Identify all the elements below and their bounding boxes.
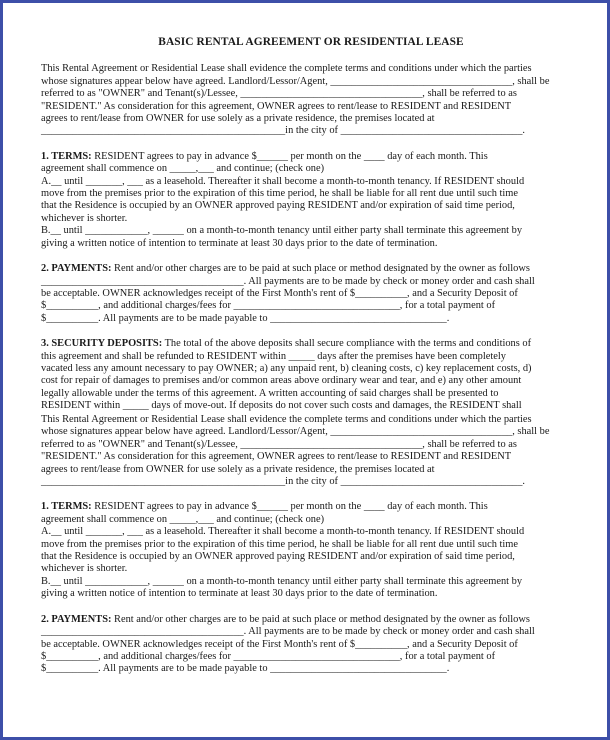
terms-line: agreement shall commence on _____,___ and continue; (check one) — [41, 513, 325, 525]
intro-line: _______________________________________________in the city of ___________________________________. — [41, 125, 526, 137]
security-line: legally allowable under the terms of this agreement. A written accounting of said charges shall be presented to — [41, 387, 499, 399]
payments-heading: 2. PAYMENTS: — [41, 613, 112, 625]
payments-heading: 2. PAYMENTS: — [41, 263, 112, 275]
terms-heading: 1. TERMS: — [41, 150, 92, 162]
terms-line: that the Residence is occupied by an OWNER approved paying RESIDENT and/or expiration of said time period, — [41, 200, 515, 212]
payments-line: _______________________________________. All payments are to be made by check or money order and cash shall — [41, 275, 535, 287]
document-page — [41, 36, 581, 426]
payments-line — [41, 614, 581, 626]
payments-line: $__________. All payments are to be made payable to __________________________________. — [41, 663, 450, 675]
payments-line — [41, 263, 581, 275]
intro-line: whose signatures appear below have agreed. Landlord/Lessor/Agent, ___________________________________, shall be — [41, 426, 550, 438]
terms-line: whichever is shorter. — [41, 563, 128, 575]
payments-line: be acceptable. OWNER acknowledges receipt of the First Month's rent of $__________, and a Security Deposit of — [41, 638, 518, 650]
terms-line: A.__ until _______, ___ as a leasehold. Thereafter it shall become a month-to-month tenancy. If RESIDENT should — [41, 526, 525, 538]
intro-paragraph — [41, 63, 581, 137]
payments-line: $__________, and additional charges/fees for ________________________________, for a total payment of — [41, 300, 496, 312]
security-line: vacated less any amount necessary to pay OWNER; a) any unpaid rent, b) cleaning costs, c) key replacement costs, d) — [41, 362, 532, 374]
terms-text: RESIDENT agrees to pay in advance $______ per month on the ____ day of each month. This — [91, 501, 488, 513]
document-title: BASIC RENTAL AGREEMENT OR RESIDENTIAL LEASE — [158, 36, 464, 48]
intro-line: _______________________________________________in the city of ___________________________________. — [41, 476, 526, 488]
terms-line: that the Residence is occupied by an OWNER approved paying RESIDENT and/or expiration of said time period, — [41, 551, 515, 563]
payments-line: $__________. All payments are to be made payable to __________________________________. — [41, 312, 450, 324]
terms-line — [41, 501, 581, 513]
payments-line: be acceptable. OWNER acknowledges receipt of the First Month's rent of $__________, and a Security Deposit of — [41, 287, 518, 299]
security-heading: 3. SECURITY DEPOSITS: — [41, 338, 163, 350]
terms-line: A.__ until _______, ___ as a leasehold. Thereafter it shall become a month-to-month tenancy. If RESIDENT should — [41, 175, 525, 187]
intro-line: referred to as "OWNER" and Tenant(s)/Lessee, ___________________________________, shall be referred to as — [41, 88, 517, 100]
intro-line: agrees to rent/lease from OWNER for use solely as a private residence, the premises located at — [41, 463, 435, 475]
payments-section-repeat — [41, 614, 581, 676]
terms-text: RESIDENT agrees to pay in advance $______ per month on the ____ day of each month. This — [91, 150, 488, 162]
intro-line: This Rental Agreement or Residential Lease shall evidence the complete terms and conditions under which the parties — [41, 63, 532, 75]
security-line: RESIDENT within _____ days of move-out. If deposits do not cover such costs and damages, the RESIDENT shall — [41, 400, 522, 412]
terms-line: giving a written notice of intention to terminate at least 30 days prior to the date of termination. — [41, 237, 438, 249]
terms-line: agreement shall commence on _____,___ and continue; (check one) — [41, 163, 325, 175]
intro-line: whose signatures appear below have agreed. Landlord/Lessor/Agent, ___________________________________, shall be — [41, 75, 550, 87]
security-line: this agreement and shall be refunded to RESIDENT within _____ days after the premises have been completely — [41, 350, 506, 362]
payments-text: Rent and/or other charges are to be paid at such place or method designated by the owner as follows — [111, 263, 530, 275]
terms-line: move from the premises prior to the expiration of this time period, he shall be liable for all rent due until such time — [41, 188, 518, 200]
intro-paragraph-repeat — [41, 414, 581, 488]
security-text: The total of the above deposits shall secure compliance with the terms and conditions of — [162, 338, 532, 350]
terms-line: B.__ until ____________, ______ on a month-to-month tenancy until either party shall terminate this agreement by — [41, 575, 523, 587]
intro-line: referred to as "OWNER" and Tenant(s)/Lessee, ___________________________________, shall be referred to as — [41, 438, 517, 450]
intro-line: agrees to rent/lease from OWNER for use solely as a private residence, the premises located at — [41, 113, 435, 125]
terms-line: move from the premises prior to the expiration of this time period, he shall be liable for all rent due until such time — [41, 538, 518, 550]
terms-line — [41, 151, 581, 163]
terms-line: whichever is shorter. — [41, 212, 128, 224]
terms-line: giving a written notice of intention to terminate at least 30 days prior to the date of termination. — [41, 588, 438, 600]
terms-section — [41, 151, 581, 250]
intro-line: "RESIDENT." As consideration for this agreement, OWNER agrees to rent/lease to RESIDENT and RESIDENT — [41, 100, 512, 112]
payments-section — [41, 263, 581, 325]
terms-heading: 1. TERMS: — [41, 501, 92, 513]
payments-line: _______________________________________. All payments are to be made by check or money order and cash shall — [41, 626, 535, 638]
terms-line: B.__ until ____________, ______ on a month-to-month tenancy until either party shall terminate this agreement by — [41, 225, 523, 237]
security-line — [41, 338, 581, 350]
document-page-repeat — [41, 414, 581, 689]
payments-line: $__________, and additional charges/fees for ________________________________, for a total payment of — [41, 650, 496, 662]
payments-text: Rent and/or other charges are to be paid at such place or method designated by the owner as follows — [111, 613, 530, 625]
security-section — [41, 338, 581, 412]
security-line: cost for repair of damages to premises and/or common areas above ordinary wear and tear, and e) any other amount — [41, 375, 522, 387]
terms-section-repeat — [41, 501, 581, 600]
intro-line: This Rental Agreement or Residential Lease shall evidence the complete terms and conditions under which the parties — [41, 414, 532, 425]
intro-line: "RESIDENT." As consideration for this agreement, OWNER agrees to rent/lease to RESIDENT and RESIDENT — [41, 451, 512, 463]
